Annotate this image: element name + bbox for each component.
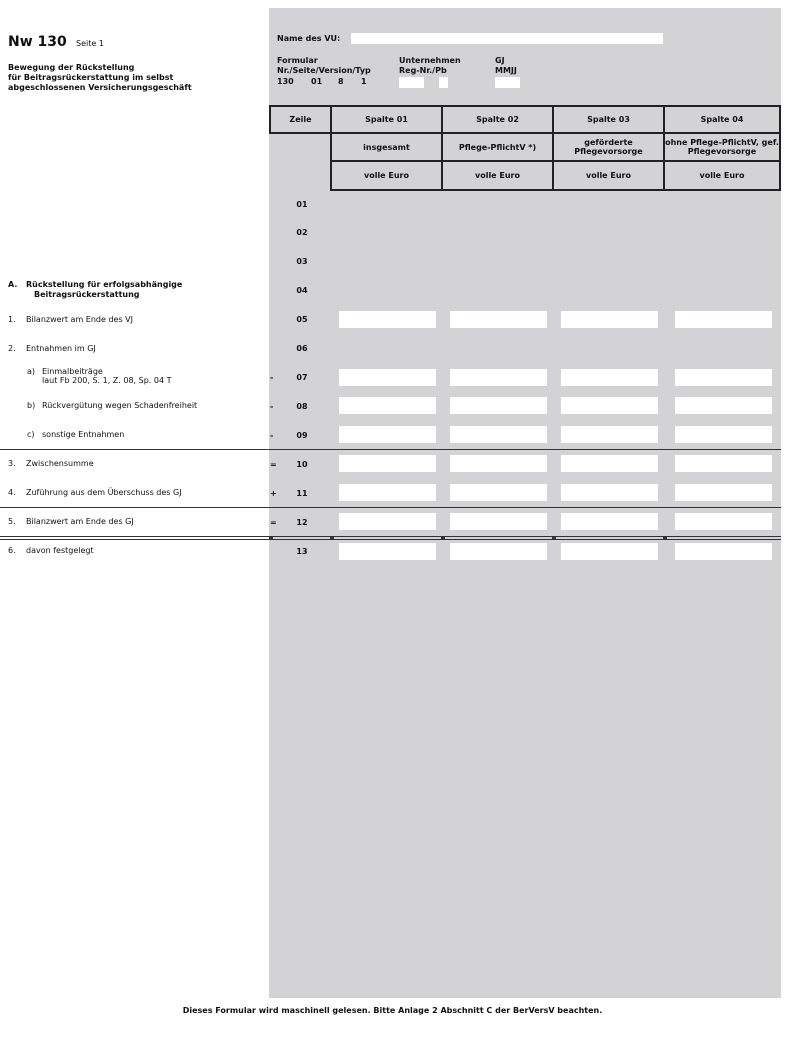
input-cell-11-01[interactable]: [339, 484, 436, 501]
formular-value-nr: 130: [277, 77, 294, 86]
zeile-number: 01: [296, 200, 308, 209]
formular-value-typ: 1: [361, 77, 367, 86]
column-tick: [441, 536, 445, 539]
spalte-03-header: Spalte 03: [552, 105, 665, 134]
zeile-number: 13: [296, 547, 308, 556]
input-cell-10-03[interactable]: [561, 455, 658, 472]
operator-sign: =: [270, 460, 277, 469]
input-cell-10-01[interactable]: [339, 455, 436, 472]
spalte-01-header: Spalte 01: [330, 105, 443, 134]
spalte-03-desc: geförderte Pflegevorsorge: [552, 132, 665, 162]
reg-nr-input[interactable]: [399, 77, 424, 88]
column-tick: [269, 536, 273, 539]
input-cell-13-03[interactable]: [561, 543, 658, 560]
column-tick: [552, 536, 556, 539]
input-cell-11-04[interactable]: [675, 484, 772, 501]
input-cell-07-04[interactable]: [675, 369, 772, 386]
operator-sign: -: [270, 431, 274, 440]
gj-sub: MMJJ: [495, 66, 517, 75]
operator-sign: -: [270, 373, 274, 382]
zeile-number: 07: [296, 373, 308, 382]
spalte-02-desc: Pflege-PflichtV *): [441, 132, 554, 162]
formular-sub: Nr./Seite/Version/Typ: [277, 66, 371, 75]
form-code: Nw 130: [8, 34, 67, 50]
spalte-02-header: Spalte 02: [441, 105, 554, 134]
zeile-header: Zeile: [269, 105, 332, 134]
zeile-number: 09: [296, 431, 308, 440]
input-cell-08-01[interactable]: [339, 397, 436, 414]
gj-input[interactable]: [495, 77, 520, 88]
spalte-04-header: Spalte 04: [663, 105, 781, 134]
input-cell-10-02[interactable]: [450, 455, 547, 472]
divider-line: [0, 539, 781, 540]
input-cell-05-03[interactable]: [561, 311, 658, 328]
input-cell-05-01[interactable]: [339, 311, 436, 328]
zeile-number: 04: [296, 286, 308, 295]
spalte-01-unit: volle Euro: [330, 160, 443, 191]
input-cell-09-02[interactable]: [450, 426, 547, 443]
formular-value-version: 8: [338, 77, 344, 86]
zeile-number: 06: [296, 344, 308, 353]
input-cell-05-02[interactable]: [450, 311, 547, 328]
zeile-number: 03: [296, 257, 308, 266]
form-page: Seite 1: [76, 39, 104, 48]
input-cell-13-04[interactable]: [675, 543, 772, 560]
zeile-number: 05: [296, 315, 308, 324]
input-cell-09-03[interactable]: [561, 426, 658, 443]
input-cell-12-02[interactable]: [450, 513, 547, 530]
input-cell-13-01[interactable]: [339, 543, 436, 560]
input-cell-08-02[interactable]: [450, 397, 547, 414]
name-label: Name des VU:: [277, 34, 341, 43]
input-cell-08-03[interactable]: [561, 397, 658, 414]
zeile-number: 08: [296, 402, 308, 411]
input-cell-12-04[interactable]: [675, 513, 772, 530]
spalte-02-unit: volle Euro: [441, 160, 554, 191]
zeile-number: 02: [296, 228, 308, 237]
formular-label: Formular: [277, 56, 318, 65]
divider-line: [0, 507, 781, 508]
input-cell-13-02[interactable]: [450, 543, 547, 560]
input-cell-11-02[interactable]: [450, 484, 547, 501]
spalte-04-desc: ohne Pflege-PflichtV, gef. Pflegevorsorge: [663, 132, 781, 162]
input-cell-08-04[interactable]: [675, 397, 772, 414]
input-cell-12-03[interactable]: [561, 513, 658, 530]
spalte-03-unit: volle Euro: [552, 160, 665, 191]
zeile-number: 10: [296, 460, 308, 469]
operator-sign: +: [270, 489, 277, 498]
input-cell-09-04[interactable]: [675, 426, 772, 443]
input-cell-12-01[interactable]: [339, 513, 436, 530]
form-description: Bewegung der Rückstellung für Beitragsrückerstattung im selbst abgeschlossenen Versicherungsgeschäft: [8, 63, 192, 92]
column-tick: [330, 536, 334, 539]
input-cell-07-02[interactable]: [450, 369, 547, 386]
input-cell-10-04[interactable]: [675, 455, 772, 472]
formular-value-seite: 01: [311, 77, 323, 86]
input-cell-09-01[interactable]: [339, 426, 436, 443]
operator-sign: =: [270, 518, 277, 527]
footer-note: Dieses Formular wird maschinell gelesen. Bitte Anlage 2 Abschnitt C der BerVersV beachten.: [182, 1006, 603, 1015]
spalte-01-desc: insgesamt: [330, 132, 443, 162]
column-tick: [663, 536, 667, 539]
unternehmen-sub: Reg-Nr./Pb: [399, 66, 447, 75]
unternehmen-label: Unternehmen: [399, 56, 461, 65]
zeile-number: 11: [296, 489, 308, 498]
input-cell-07-03[interactable]: [561, 369, 658, 386]
zeile-number: 12: [296, 518, 308, 527]
operator-sign: -: [270, 402, 274, 411]
gj-label: GJ: [495, 56, 505, 65]
name-input[interactable]: [351, 33, 663, 44]
pb-input[interactable]: [439, 77, 448, 88]
input-cell-05-04[interactable]: [675, 311, 772, 328]
divider-line: [0, 449, 781, 450]
input-cell-07-01[interactable]: [339, 369, 436, 386]
spalte-04-unit: volle Euro: [663, 160, 781, 191]
input-cell-11-03[interactable]: [561, 484, 658, 501]
